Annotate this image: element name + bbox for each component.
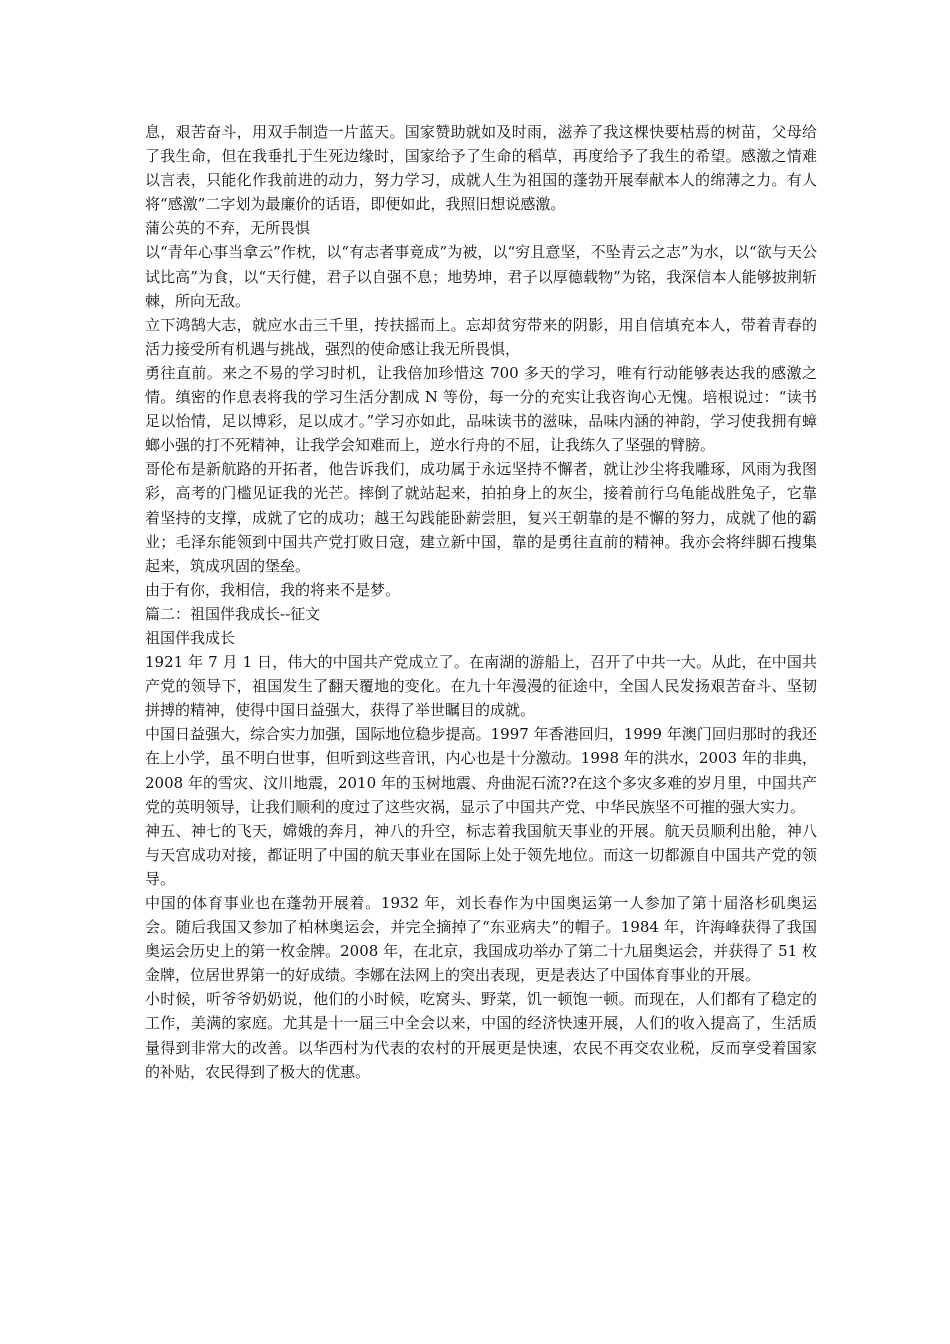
paragraph: 哥伦布是新航路的开拓者，他告诉我们，成功属于永远坚持不懈者，就让沙尘将我雕琢，风雨为我图彩，高考的门槛见证我的光芒。摔倒了就站起来，拍拍身上的灰尘，接着前行乌龟能战胜兔子，它靠着坚持的支撑，成就了它的成功；越王勾践能卧薪尝胆，复兴王朝靠的是不懈的努力，成就了他的霸业；毛泽东能领到中国共产党打败日寇，建立新中国，靠的是勇往直前的精神。我亦会将绊脚石搜集起来，筑成巩固的堡垒。 <box>145 460 817 575</box>
section-heading: 蒲公英的不弃，无所畏惧 <box>145 219 311 238</box>
paragraph: 中国的体育事业也在蓬勃开展着。1932 年，刘长春作为中国奥运第一人参加了第十届洛杉矶奥运会。随后我国又参加了柏林奥运会，并完全摘掉了“东亚病夫”的帽子。1984 年，许海峰获得了我国奥运会历史上的第一枚金牌。2008 年，在北京，我国成功举办了第二十九届奥运会，并获得了 51 枚金牌，位居世界第一的好成绩。李娜在法网上的突出表现，更是表达了中国体育事业的开展。 <box>145 894 817 985</box>
paragraph: 勇往直前。来之不易的学习时机，让我倍加珍惜这 700 多天的学习，唯有行动能够表达我的感激之情。缜密的作息表将我的学习生活分割成 N 等份，每一分的充实让我咨询心无愧。培根说过：“读书足以怡情，足以博彩，足以成才。”学习亦如此，品味读书的滋味，品味内涵的神韵，学习使我拥有蟑螂小强的打不死精神，让我学会知难而上，逆水行舟的不屈，让我练久了坚强的臂膀。 <box>145 363 817 455</box>
document-body <box>145 120 817 1084</box>
paragraph: 以“青年心事当拿云”作枕，以“有志者事竟成”为被，以“穷且意坚，不坠青云之志”为水，以“欲与天公试比高”为食，以“天行健，君子以自强不息；地势坤，君子以厚德载物”为铭，我深信本人能够披荆斩棘，所向无敌。 <box>145 243 817 310</box>
paragraph: 息，艰苦奋斗，用双手制造一片蓝天。国家赞助就如及时雨，滋养了我这棵快要枯焉的树苗，父母给了我生命，但在我垂扎于生死边缘时，国家给予了生命的稻草，再度给予了我生的希望。感激之情难以言表，只能化作我前进的动力，努力学习，成就人生为祖国的蓬勃开展奉献本人的绵薄之力。有人将“感激”二字划为最廉价的话语，即便如此，我照旧想说感激。 <box>145 123 817 214</box>
paragraph: 中国日益强大，综合实力加强，国际地位稳步提高。1997 年香港回归，1999 年澳门回归那时的我还在上小学，虽不明白世事，但听到这些音讯，内心也是十分激动。1998 年的洪水，2003 年的非典，2008 年的雪灾、汶川地震，2010 年的玉树地震、舟曲泥石流??在这个多灾多难的岁月里，中国共产党的英明领导，让我们顺利的度过了这些灾祸，显示了中国共产党、中华民族坚不可摧的强大实力。 <box>145 725 817 816</box>
article-title: 篇二：祖国伴我成长--征文 <box>145 604 321 623</box>
paragraph: 由于有你，我相信，我的将来不是梦。 <box>145 580 401 599</box>
article-subtitle: 祖国伴我成长 <box>145 628 236 647</box>
paragraph: 小时候，听爷爷奶奶说，他们的小时候，吃窝头、野菜，饥一顿饱一顿。而现在，人们都有了稳定的工作，美满的家庭。尤其是十一届三中全会以来，中国的经济快速开展，人们的收入提高了，生活质量得到非常大的改善。以华西村为代表的农村的开展更是快速，农民不再交农业税，反而享受着国家的补贴，农民得到了极大的优惠。 <box>145 990 817 1081</box>
paragraph: 神五、神七的飞天，嫦娥的奔月，神八的升空，标志着我国航天事业的开展。航天员顺利出舱，神八与天宫成功对接，都证明了中国的航天事业在国际上处于领先地位。而这一切都源自中国共产党的领导。 <box>145 821 817 888</box>
paragraph: 1921 年 7 月 1 日，伟大的中国共产党成立了。在南湖的游船上，召开了中共一大。从此，在中国共产党的领导下，祖国发生了翻天覆地的变化。在九十年漫漫的征途中，全国人民发扬艰苦奋斗、坚韧拼搏的精神，使得中国日益强大，获得了举世瞩目的成就。 <box>145 653 817 720</box>
paragraph: 立下鸿鹄大志，就应水击三千里，抟扶摇而上。忘却贫穷带来的阴影，用自信填充本人，带着青春的活力接受所有机遇与挑战，强烈的使命感让我无所畏惧， <box>145 315 817 358</box>
